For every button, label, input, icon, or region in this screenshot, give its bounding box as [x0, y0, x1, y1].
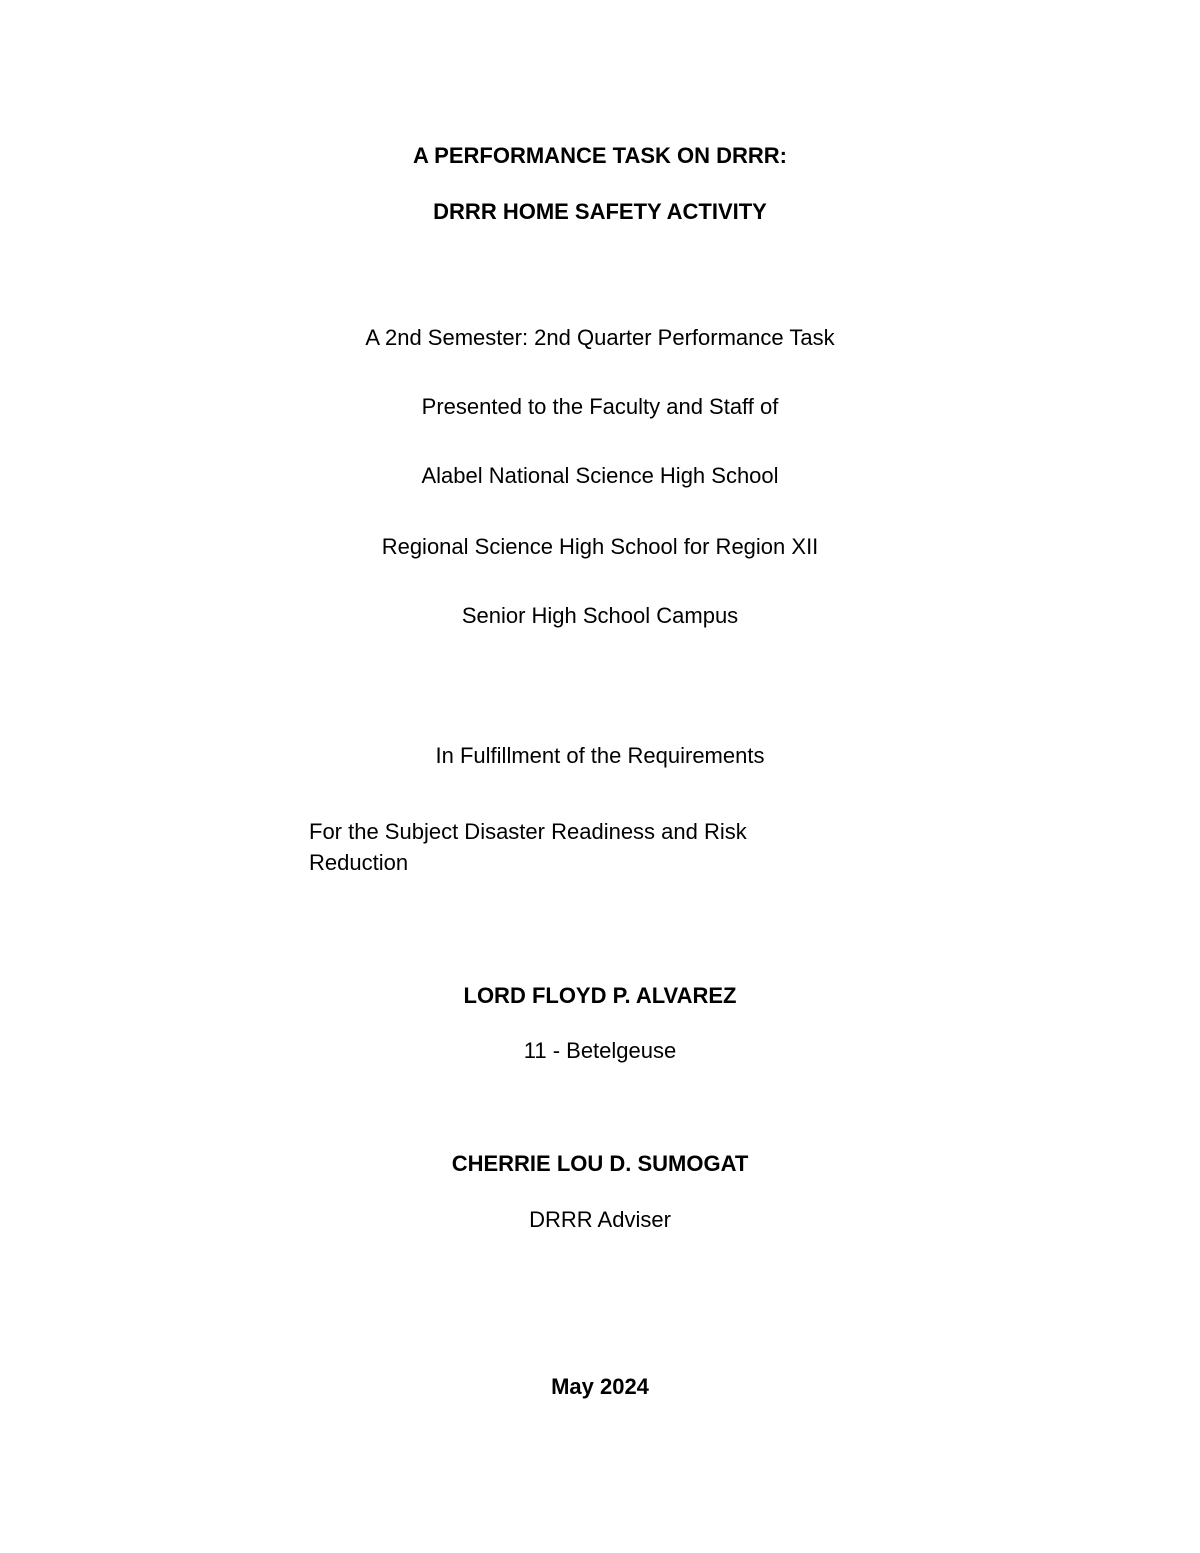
student-section: 11 - Betelgeuse [523, 1038, 677, 1063]
semester-line: A 2nd Semester: 2nd Quarter Performance Task [365, 325, 835, 350]
title-line-2: DRRR HOME SAFETY ACTIVITY [433, 199, 767, 224]
adviser-name: CHERRIE LOU D. SUMOGAT [451, 1151, 749, 1176]
title-line-1: A PERFORMANCE TASK ON DRRR: [413, 143, 787, 168]
presented-to-line: Presented to the Faculty and Staff of [421, 394, 779, 419]
regional-line: Regional Science High School for Region XII [381, 534, 819, 559]
student-name: LORD FLOYD P. ALVAREZ [463, 983, 737, 1008]
adviser-role: DRRR Adviser [529, 1207, 671, 1232]
document-date: May 2024 [551, 1374, 649, 1399]
school-line: Alabel National Science High School [421, 463, 779, 488]
campus-line: Senior High School Campus [461, 603, 739, 628]
fulfillment-line: In Fulfillment of the Requirements [435, 743, 765, 768]
subject-paragraph: For the Subject Disaster Readiness and Risk Reduction [309, 819, 747, 875]
